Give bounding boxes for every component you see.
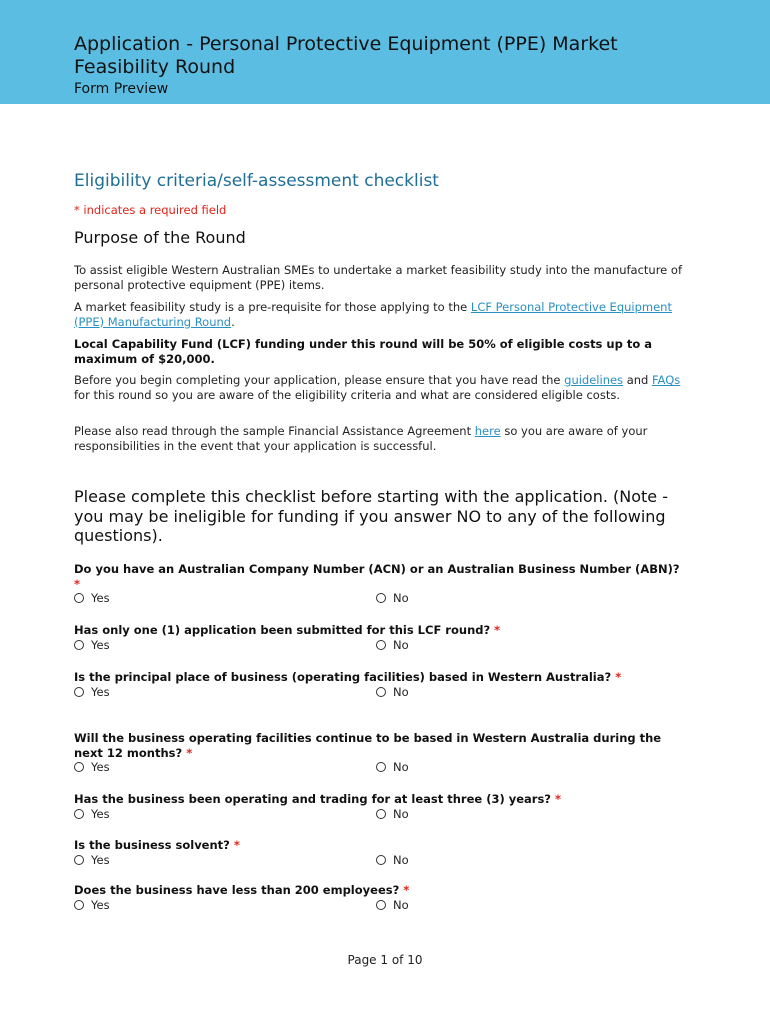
radio-circle-icon xyxy=(74,809,84,819)
paragraph-text: so you are aware of your responsibilities in the event that your application is successful. xyxy=(74,424,648,453)
radio-group xyxy=(74,807,684,822)
faqs-link[interactable]: FAQs xyxy=(652,373,681,387)
question-label: Is the principal place of business (operating facilities) based in Western Australia? * xyxy=(74,670,622,684)
radio-circle-icon xyxy=(74,640,84,650)
radio-circle-icon xyxy=(376,593,386,603)
radio-circle-icon xyxy=(74,593,84,603)
radio-circle-icon xyxy=(376,687,386,697)
required-field-note: * indicates a required field xyxy=(74,203,227,217)
radio-circle-icon xyxy=(74,762,84,772)
radio-circle-icon xyxy=(74,900,84,910)
no-radio[interactable]: No xyxy=(376,638,409,653)
form-subtitle: Form Preview xyxy=(74,81,169,97)
question-label: Has only one (1) application been submitted for this LCF round? * xyxy=(74,623,501,637)
paragraph-text: Before you begin completing your application, please ensure that you have read the xyxy=(74,373,565,387)
no-radio[interactable]: No xyxy=(376,591,409,606)
question-label: Does the business have less than 200 employees? * xyxy=(74,883,410,897)
funding-paragraph: Local Capability Fund (LCF) funding under this round will be 50% of eligible costs up to a maximum of $20,000. xyxy=(74,337,652,366)
guidelines-paragraph xyxy=(74,373,684,402)
agreement-paragraph xyxy=(74,424,684,453)
no-radio[interactable]: No xyxy=(376,853,409,868)
radio-circle-icon xyxy=(376,762,386,772)
checklist-intro: Please complete this checklist before starting with the application. (Note - you may be ineligible for funding if you answer NO to any of the following questions). xyxy=(74,487,668,545)
yes-radio[interactable]: Yes xyxy=(74,760,110,775)
question-less-than-200-employees xyxy=(74,883,684,913)
guidelines-link[interactable]: guidelines xyxy=(564,373,624,387)
yes-radio[interactable]: Yes xyxy=(74,898,110,913)
question-label: Is the business solvent? * xyxy=(74,838,240,852)
radio-circle-icon xyxy=(74,687,84,697)
radio-group xyxy=(74,760,684,775)
question-label: Do you have an Australian Company Number (ACN) or an Australian Business Number (ABN)? * xyxy=(74,562,680,591)
radio-circle-icon xyxy=(376,900,386,910)
no-radio[interactable]: No xyxy=(376,760,409,775)
form-header xyxy=(0,0,770,104)
yes-radio[interactable]: Yes xyxy=(74,853,110,868)
yes-radio[interactable]: Yes xyxy=(74,638,110,653)
yes-radio[interactable]: Yes xyxy=(74,685,110,700)
paragraph-text: A market feasibility study is a pre-requisite for those applying to the xyxy=(74,300,471,314)
section-title: Eligibility criteria/self-assessment checklist xyxy=(74,171,439,191)
prerequisite-paragraph xyxy=(74,300,684,329)
radio-circle-icon xyxy=(376,855,386,865)
question-trading-three-years xyxy=(74,792,684,822)
yes-radio[interactable]: Yes xyxy=(74,807,110,822)
radio-group xyxy=(74,853,684,868)
purpose-heading: Purpose of the Round xyxy=(74,228,246,247)
paragraph-text: and xyxy=(623,373,652,387)
radio-circle-icon xyxy=(376,640,386,650)
radio-group xyxy=(74,591,684,606)
paragraph-text: for this round so you are aware of the eligibility criteria and what are considered eligible costs. xyxy=(74,387,620,402)
no-radio[interactable]: No xyxy=(376,685,409,700)
radio-group xyxy=(74,898,684,913)
form-title: Application - Personal Protective Equipment (PPE) Market Feasibility Round xyxy=(74,33,618,78)
lcf-ppe-round-link[interactable]: LCF Personal Protective Equipment (PPE) Manufacturing Round xyxy=(74,300,672,329)
question-principal-place-wa xyxy=(74,670,684,700)
question-single-application xyxy=(74,623,684,653)
question-label: Will the business operating facilities continue to be based in Western Australia during the next 12 months? * xyxy=(74,731,662,760)
no-radio[interactable]: No xyxy=(376,807,409,822)
yes-radio[interactable]: Yes xyxy=(74,591,110,606)
question-label: Has the business been operating and trading for at least three (3) years? * xyxy=(74,792,562,806)
paragraph-text: Please also read through the sample Financial Assistance Agreement xyxy=(74,424,475,438)
paragraph-text: . xyxy=(231,314,235,329)
purpose-paragraph: To assist eligible Western Australian SMEs to undertake a market feasibility study into the manufacture of personal protective equipment (PPE) items. xyxy=(74,263,682,292)
radio-group xyxy=(74,685,684,700)
no-radio[interactable]: No xyxy=(376,898,409,913)
question-acn-abn xyxy=(74,562,684,606)
radio-circle-icon xyxy=(376,809,386,819)
question-facilities-12-months xyxy=(74,731,684,775)
agreement-here-link[interactable]: here xyxy=(474,424,501,438)
question-business-solvent xyxy=(74,838,684,868)
radio-circle-icon xyxy=(74,855,84,865)
radio-group xyxy=(74,638,684,653)
page-number: Page 1 of 10 xyxy=(347,953,423,967)
